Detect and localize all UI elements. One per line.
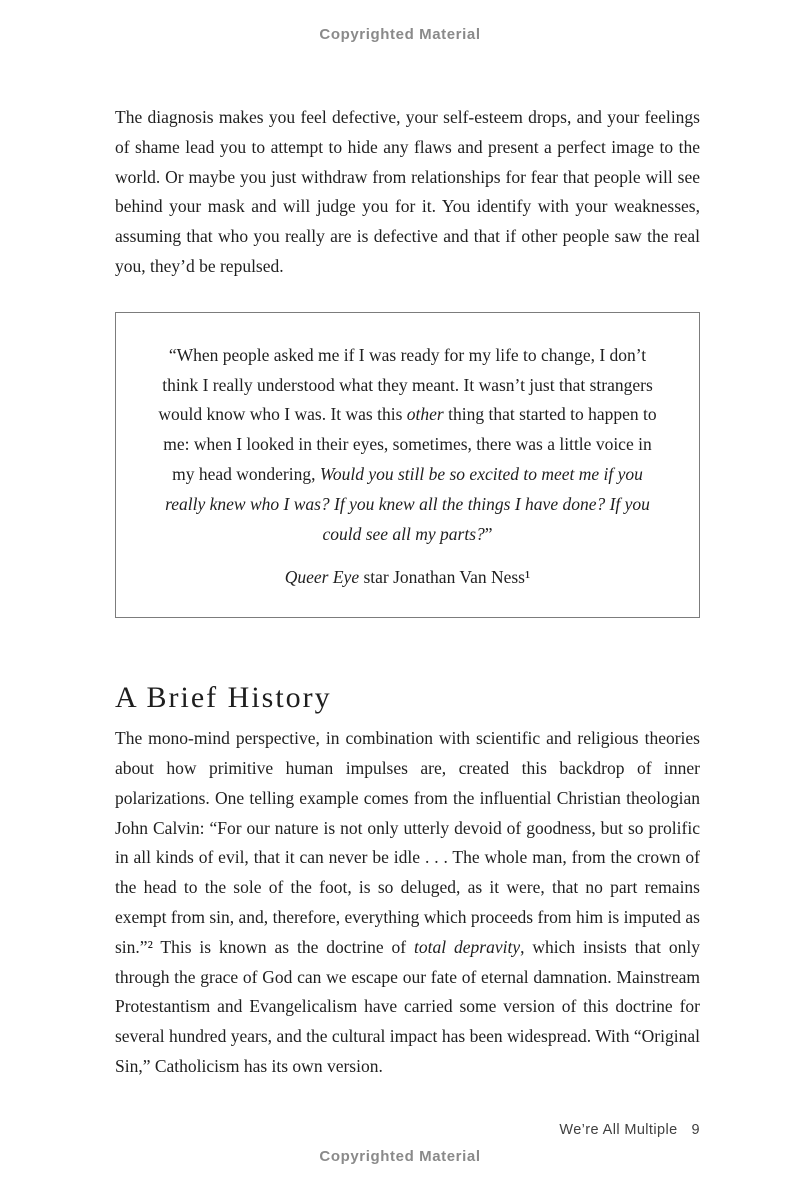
quote-text: “When people asked me if I was ready for my life to change, I don’t think I really understood what they meant. It wasn’t just that strangers would know who I was. It was this other thing that started to happen to me: when I looked in their eyes, sometimes, there was a little voice in my head wondering, Would you still be so excited to meet me if you really knew who I was? If you knew all the things I have done? If you could see all my parts?” — [158, 344, 657, 544]
section-heading: A Brief History — [115, 681, 332, 715]
history-paragraph: The mono-mind perspective, in combination with scientific and religious theories about how primitive human impulses are, created this backdrop of inner polarizations. One telling example comes from the influential Christian theologian John Calvin: “For our nature is not only utterly devoid of goodness, but so prolific in all kinds of evil, that it can never be idle . . . The whole man, from the crown of the head to the sole of the foot, is so deluged, as it were, that no part remains exempt from sin, and, therefore, everything which proceeds from him is imputed as sin.”² This is known as the doctrine of total depravity, which insists that only through the grace of God can we escape our fate of eternal damnation. Mainstream Protestantism and Evangelicalism have carried some version of this doctrine for several hundred years, and the cultural impact has been widespread. With “Original Sin,” Catholicism has its own version. — [115, 728, 700, 1076]
running-title: We’re All Multiple — [559, 1122, 678, 1138]
quote-attribution: Queer Eye star Jonathan Van Ness¹ — [284, 567, 531, 588]
pull-quote-box — [115, 312, 700, 618]
page-footer — [559, 1122, 700, 1138]
page-content — [115, 103, 700, 1082]
page-number: 9 — [691, 1122, 700, 1138]
copyright-notice-top: Copyrighted Material — [319, 26, 481, 43]
copyright-notice-bottom: Copyrighted Material — [319, 1148, 481, 1165]
opening-paragraph: The diagnosis makes you feel defective, your self-esteem drops, and your feelings of shame lead you to attempt to hide any flaws and present a perfect image to the world. Or maybe you just withdraw from relationships for fear that people will see behind your mask and will judge you for it. You identify with your weaknesses, assuming that who you really are is defective and that if other people saw the real you, they’d be repulsed. — [115, 107, 700, 276]
